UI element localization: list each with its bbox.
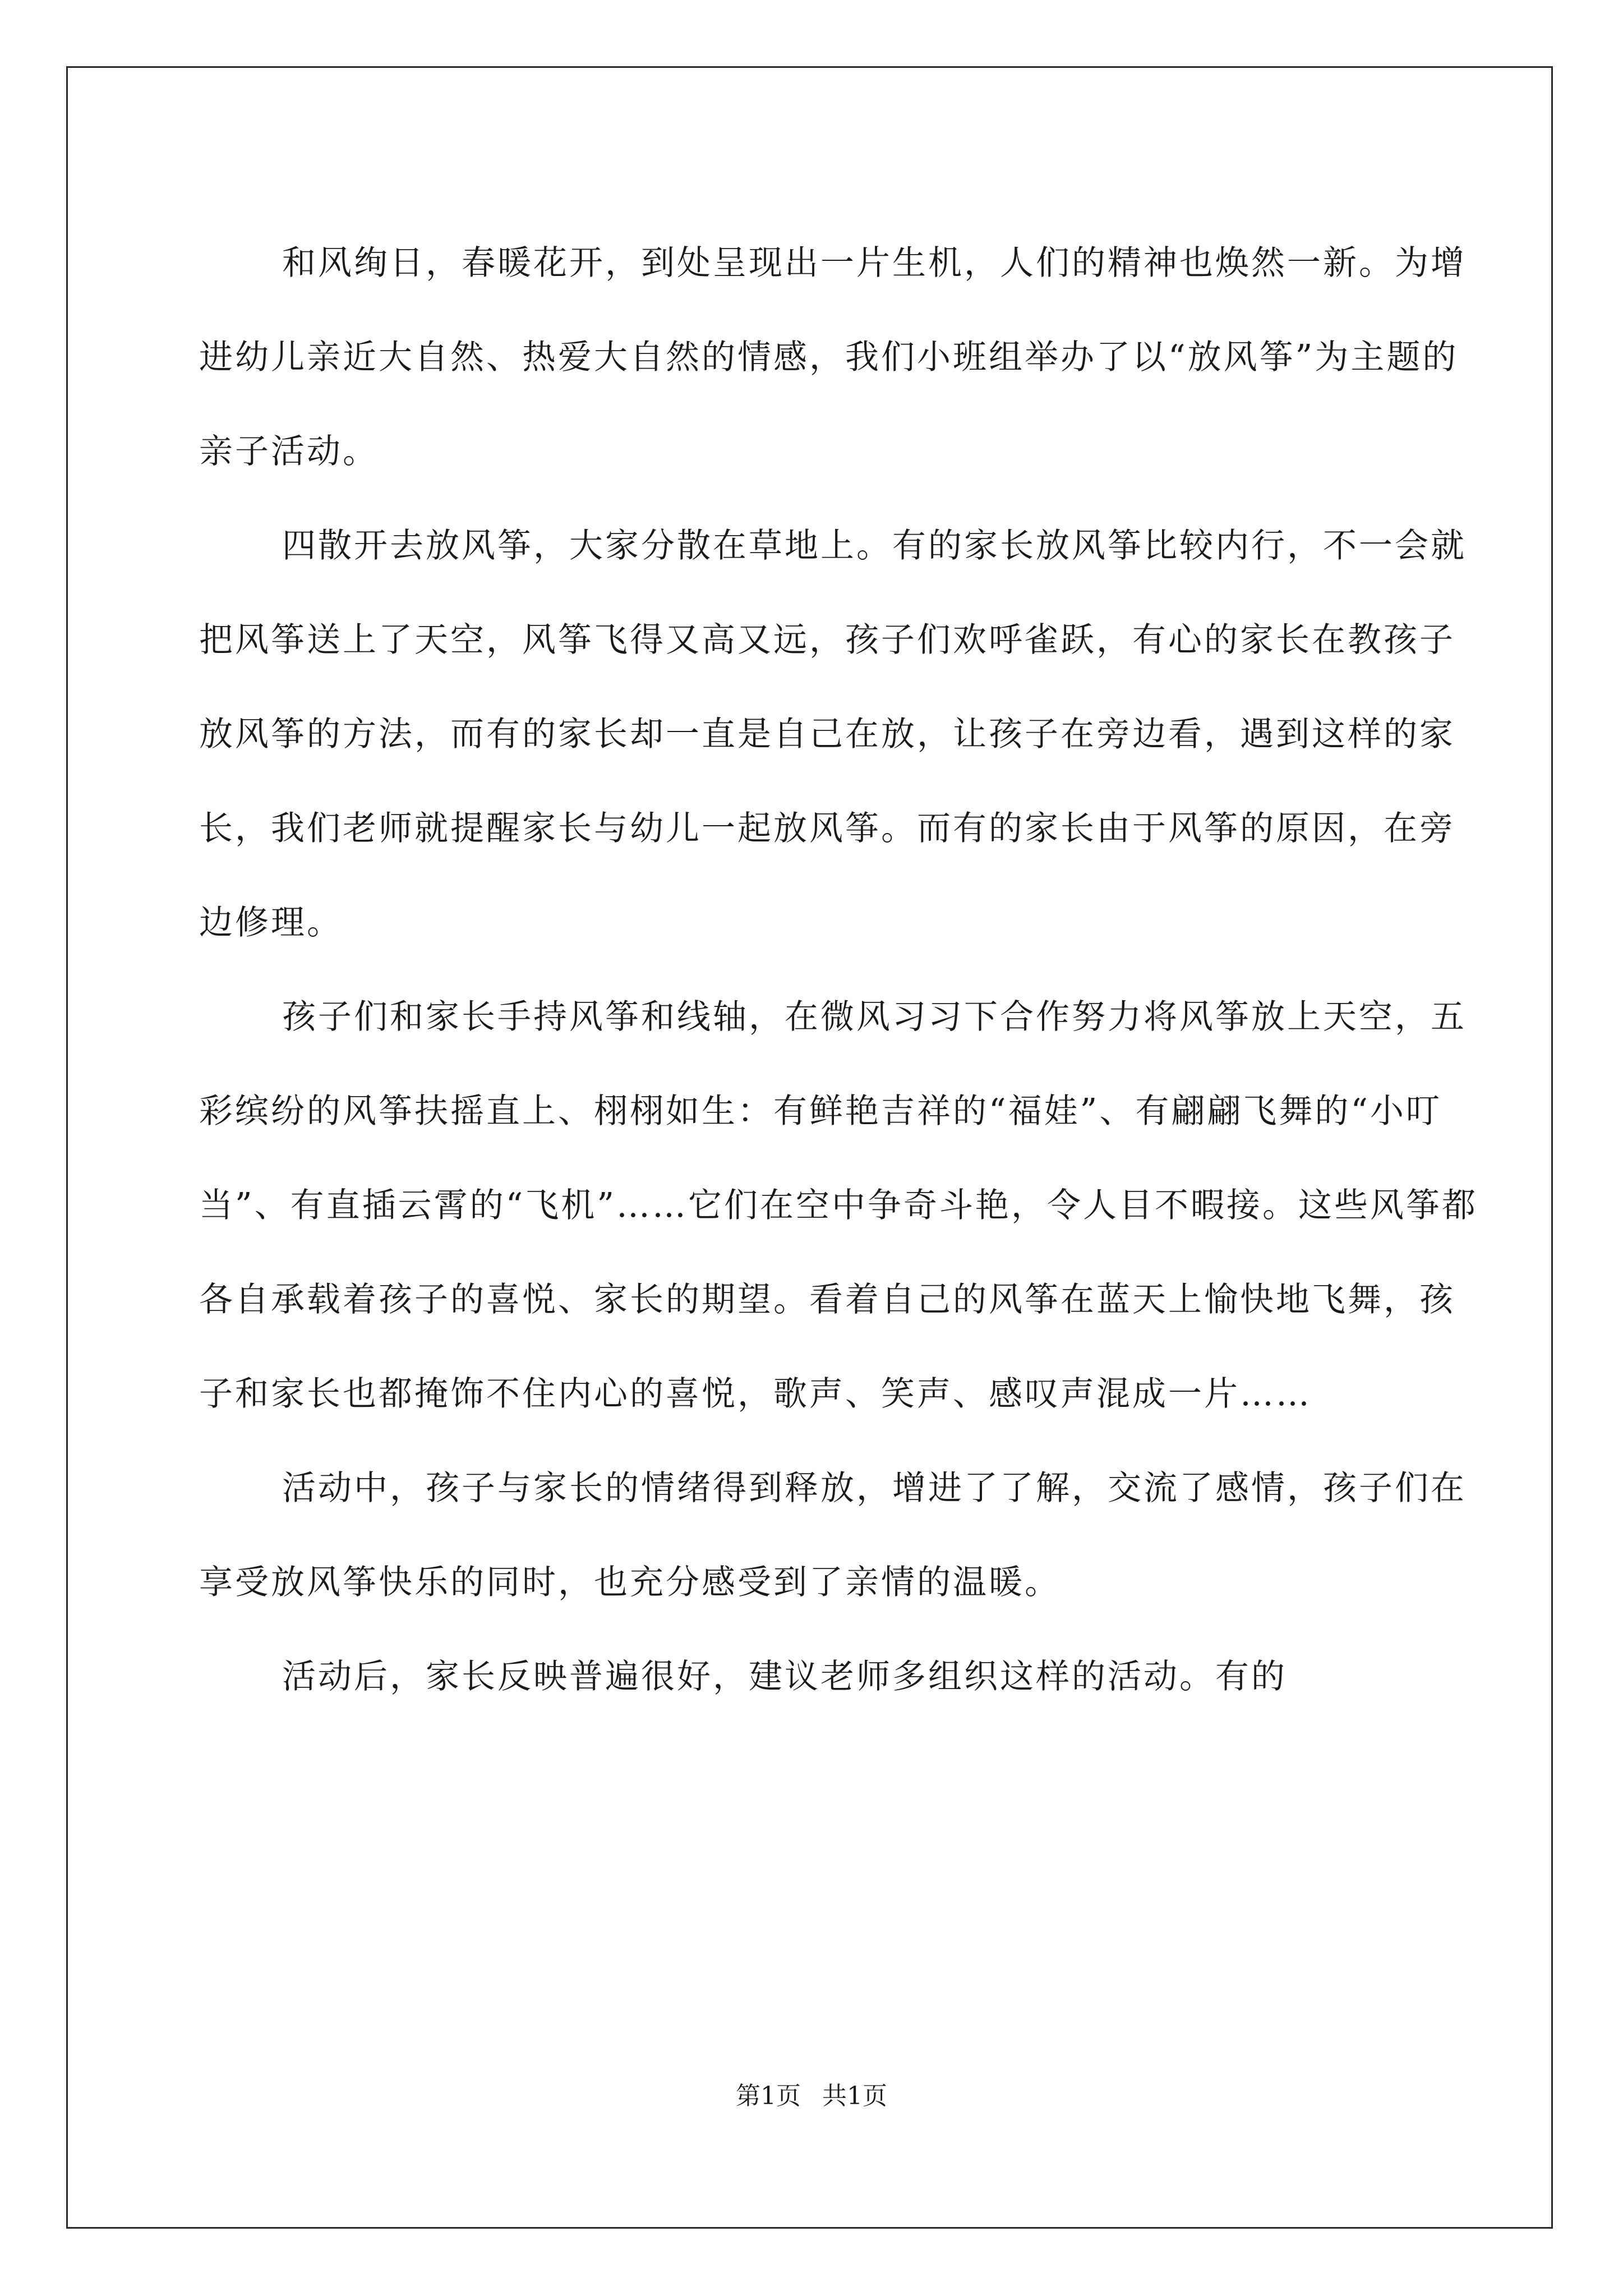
paragraph-2: 四散开去放风筝，大家分散在草地上。有的家长放风筝比较内行，不一会就把风筝送上了天空，风筝飞得又高又远，孩子们欢呼雀跃，有心的家长在教孩子放风筝的方法，而有的家长却一直是自己在放，让孩子在旁边看，遇到这样的家长，我们老师就提醒家长与幼儿一起放风筝。而有的家长由于风筝的原因，在旁边修理。: [199, 526, 1467, 942]
page-number: 第1页: [736, 2082, 801, 2110]
paragraph-4: 活动中，孩子与家长的情绪得到释放，增进了了解，交流了感情，孩子们在享受放风筝快乐的同时，也充分感受到了亲情的温暖。: [199, 1469, 1467, 1602]
document-body: [199, 216, 1483, 1724]
page-total: 共1页: [822, 2082, 887, 2110]
paragraph-1: 和风绚日，春暖花开，到处呈现出一片生机，人们的精神也焕然一新。为增进幼儿亲近大自然、热爱大自然的情感，我们小班组举办了以“放风筝”为主题的亲子活动。: [199, 243, 1467, 471]
paragraph-5: 活动后，家长反映普遍很好，建议老师多组织这样的活动。有的: [282, 1657, 1287, 1696]
page-footer: [0, 2076, 1623, 2111]
paragraph-3: 孩子们和家长手持风筝和线轴，在微风习习下合作努力将风筝放上天空，五彩缤纷的风筝扶摇直上、栩栩如生：有鲜艳吉祥的“福娃”、有翩翩飞舞的“小叮当”、有直插云霄的“飞机”……它们在空中争奇斗艳，令人目不暇接。这些风筝都各自承载着孩子的喜悦、家长的期望。看着自己的风筝在蓝天上愉快地飞舞，孩子和家长也都掩饰不住内心的喜悦，歌声、笑声、感叹声混成一片……: [199, 997, 1478, 1414]
